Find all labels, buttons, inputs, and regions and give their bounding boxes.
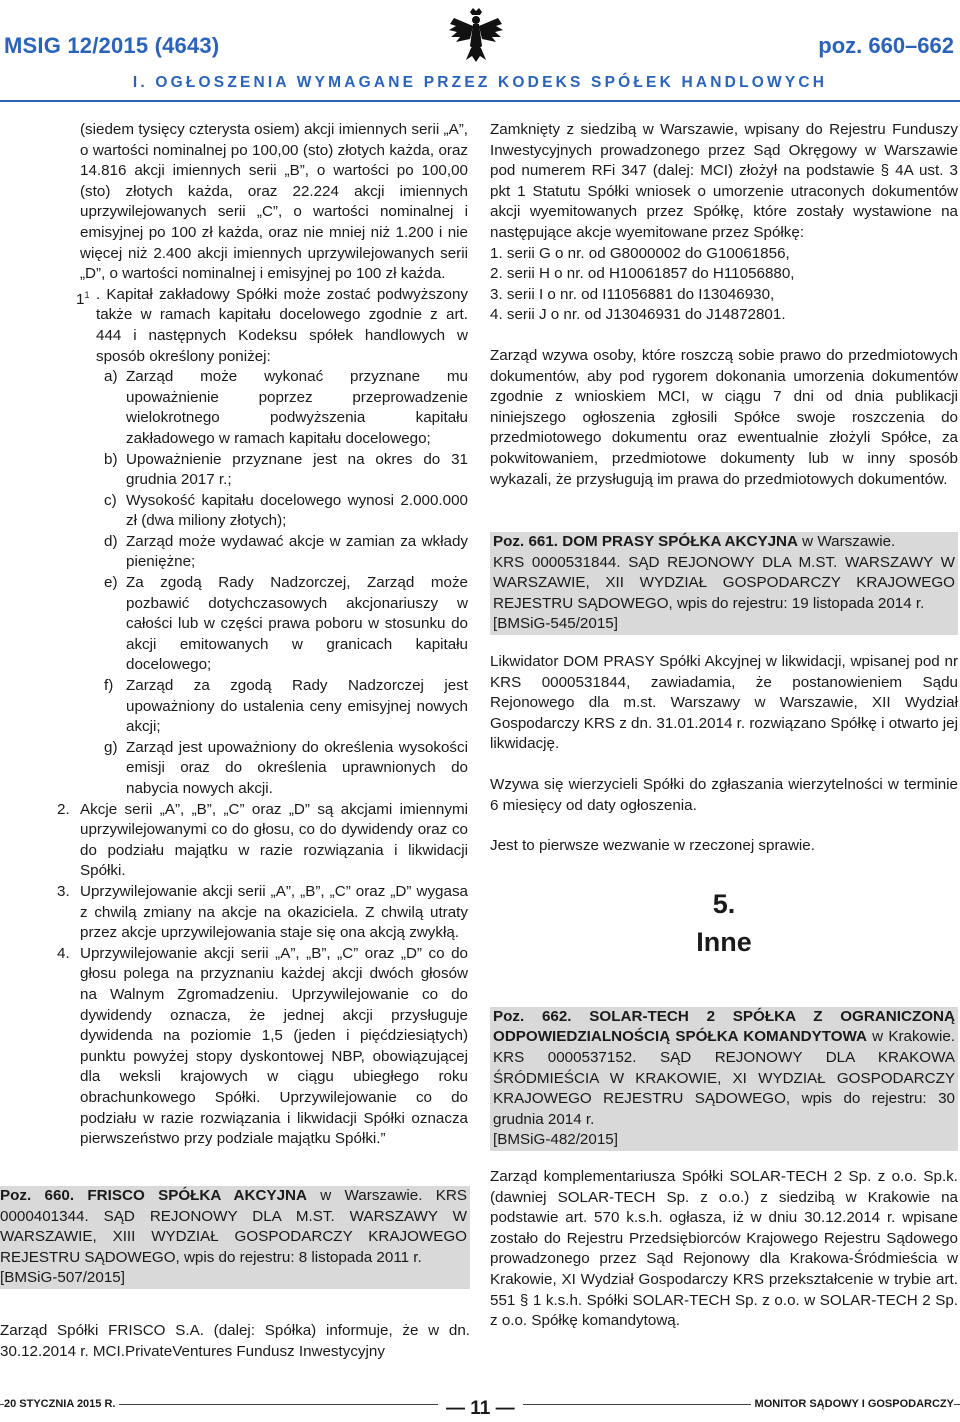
notice-660 [0,1186,470,1378]
statute-intro: (siedem tysięcy czterysta osiem) akcji imiennych serii „A”, o wartości nominalnej po 100,00 (sto) złotych każda, oraz 14.816 akcji imiennych serii „B”, o wartości po 100,00 (sto) złotych każda, oraz 22.224 akcji imiennych uprzywilejowanych serii „C”, o wartości nominalnej i emisyjnej po 100 zł każda, oraz nie mniej niż 1.200 i nie więcej niż 2.400 akcji imiennych uprzywilejowanych serii „D”, o wartości nominalnej i emisyjnej po 100 zł każda. [80,121,468,283]
list-item: b) Upoważnienie przyznane jest na okres do 31 grudnia 2017 r.; [104,450,468,489]
section-title: I. OGŁOSZENIA WYMAGANE PRZEZ KODEKS SPÓŁEK HANDLOWYCH [132,74,828,91]
list-item: e) Za zgodą Rady Nadzorczej, Zarząd może pozbawić dotychczasowych akcjonariuszy w całości lub w części prawa poboru w stosunku do akcji emitowanych w granicach kapitału docelowego; [104,574,468,674]
list-item: 1. serii G o nr. od G8000002 do G10061856, [490,244,790,262]
list-item: 3. serii I o nr. od I11056881 do I13046930, [490,285,775,303]
authorization-list [80,367,468,799]
list-item: f) Zarząd za zgodą Rady Nadzorczej jest upoważniony do ustalenia ceny emisyjnej nowych akcji; [104,677,468,736]
list-item: a) Zarząd może wykonać przyznane mu upoważnienie poprzez przeprowadzenie wielokrotnego podwyższenia kapitału zakładowego w ramach kapitału docelowego; [104,368,468,447]
statute-paragraph-1-1: $1^1$ . Kapitał zakładowy Spółki może zostać podwyższony także w ramach kapitału docelowego zgodnie z art. 444 i następnych Kodeksu spółek handlowych w sposób określony poniżej: [76,285,468,365]
list-item: c) Wysokość kapitału docelowego wynosi 2.000.000 zł (dwa miliony złotych); [104,491,468,530]
notice-header: Poz. 660. FRISCO SPÓŁKA AKCYJNA w Warszawie. KRS 0000401344. SĄD REJONOWY DLA M.ST. WARSZAWY W WARSZAWIE, XIII WYDZIAŁ GOSPODARCZY KRAJOWEGO REJESTRU SĄDOWEGO, wpis do rejestru: 8 listopada 2011 r. [BMSiG-507/2015] [0,1186,470,1289]
notice-header: Poz. 661. DOM PRASY SPÓŁKA AKCYJNA w Warszawie. KRS 0000531844. SĄD REJONOWY DLA M.ST. WARSZAWY W WARSZAWIE, XII WYDZIAŁ GOSPODARCZY KRAJOWEGO REJESTRU SĄDOWEGO, wpis do rejestru: 19 listopada 2014 r. [BMSiG-545/2015] [490,532,958,635]
list-item: 3. Uprzywilejowanie akcji serii „A”, „B”, „C” oraz „D” wygasa z chwilą zmiany na akcje na okaziciela. Z chwilą utraty przez akcje uprzywilejowania staje się ona akcją zwykłą. [57,882,468,942]
notice-header: Poz. 662. SOLAR-TECH 2 SPÓŁKA Z OGRANICZONĄ ODPOWIEDZIALNOŚCIĄ SPÓŁKA KOMANDYTOWA w Krakowie. KRS 0000537152. SĄD REJONOWY DLA KRAKOWA ŚRÓDMIEŚCIA W KRAKOWIE, XI WYDZIAŁ GOSPODARCZY KRAJOWEGO REJESTRU SĄDOWEGO, wpis do rejestru: 30 grudnia 2014 r. [BMSiG-482/2015] [490,1007,958,1151]
category-title: Inne [696,926,752,957]
notice-661 [490,532,958,857]
notice-662 [490,1007,958,1332]
notice-body: Zarząd Spółki FRISCO S.A. (dalej: Spółka) informuje, że w dn. 30.12.2014 r. MCI.PrivateVentures Fundusz Inwestycyjny [0,1322,470,1360]
statute-points [57,800,468,1150]
left-column [57,120,468,1150]
right-column [490,120,958,1332]
header-divider [0,100,960,102]
list-item: 2. serii H o nr. od H10061857 do H11056880, [490,265,795,283]
list-item: g) Zarząd jest upoważniony do określenia wysokości emisji oraz do określenia uprawnionych do nabycia nowych akcji. [104,738,468,797]
list-item: 4. Uprzywilejowanie akcji serii „A”, „B”, „C” oraz „D” co do głosu polega na przyznaniu każdej akcji dwóch głosów na Walnym Zgromadzeniu. Uprzywilejowanie co do dywidendy oznacza, że jednej akcji przysługuje dywidenda na poziomie 1,5 (jeden i pięćdziesiątych) punktu powyżej stopy dyskontowej NBP, obowiązującej dla weksli krajowych w ciągu ubiegłego roku obrachunkowego Spółki. Uprzywilejowanie co do podziału w razie rozwiązania i likwidacji Spółki oznacza pierwszeństwo przy podziale majątku Spółki.” [57,944,468,1148]
issue-number: MSIG 12/2015 (4643) [4,33,220,58]
page-number: — 11 — [438,1398,523,1420]
category-number: 5. [712,888,736,919]
polish-eagle-emblem-icon [446,6,506,66]
list-item: d) Zarząd może wydawać akcje w zamian za wkłady pieniężne; [104,532,468,571]
series-list [490,244,958,326]
claims-call: Zarząd wzywa osoby, które roszczą sobie prawo do przedmiotowych dokumentów, aby pod rygorem dokonania umorzenia dokumentów zgodnie z wnioskiem MCI, w ciągu 7 dni od dnia publikacji niniejszego ogłoszenia zgłosili Spółce swoje roszczenia do przedmiotowego dokumentu oraz ewentualnie złożyli Spółce, za pokwitowaniem, przedmiotowe dokumenty lub w inny sposób wykazali, że przysługują im prawa do przedmiotowych dokumentów. [490,346,958,488]
position-range: poz. 660–662 [818,33,954,58]
notice-body: Likwidator DOM PRASY Spółki Akcyjnej w likwidacji, wpisanej pod nr KRS 0000531844, zawiadamia, że postanowieniem Sądu Rejonowego dla m.st. Warszawy w Warszawie, XII Wydział Gospodarczy KRS z dn. 31.01.2014 r. rozwiązano Spółkę i otwarto jej likwidację. [490,653,958,753]
publication-name: MONITOR SĄDOWY I GOSPODARCZY [751,1398,954,1410]
notice-body: Wzywa się wierzycieli Spółki do zgłaszania wierzytelności w terminie 6 miesięcy od daty ogłoszenia. [490,776,958,814]
notice-660-continuation: Zamknięty z siedzibą w Warszawie, wpisany do Rejestru Funduszy Inwestycyjnych prowadzonego przez Sąd Okręgowy w Warszawie pod numerem RFi 347 (dalej: MCI) złożył na podstawie § 4A ust. 3 pkt 1 Statutu Spółki wniosek o umorzenie utraconych dokumentów akcji wyemitowanych przez Spółkę, które zostały wystawione na następujące akcje wyemitowane przez Spółkę: [490,121,958,241]
list-item: 4. serii J o nr. od J13046931 do J14872801. [490,306,786,324]
notice-body: Jest to pierwsze wezwanie w rzeczonej sprawie. [490,837,815,855]
list-item: 2. Akcje serii „A”, „B”, „C” oraz „D” są akcjami imiennymi uprzywilejowanymi co do głosu, co do dywidendy oraz co do podziału majątku w razie rozwiązania i likwidacji Spółki. [57,800,468,880]
issue-date: 20 STYCZNIA 2015 R. [4,1398,119,1410]
notice-body: Zarząd komplementariusza Spółki SOLAR-TECH 2 Sp. z o.o. Sp.k. (dawniej SOLAR-TECH Sp. z o.o.) z siedzibą w Krakowie na podstawie art. 570 k.s.h. ogłasza, iż w dniu 30.12.2014 r. wpisane zostało do Rejestru Przedsiębiorców Krajowego Rejestru Sądowego prowadzonego przez Sąd Rejonowy dla Krakowa-Śródmieścia w Krakowie, XI Wydział Gospodarczy KRS przekształcenie w trybie art. 551 § 1 k.s.h. Spółki SOLAR-TECH Sp. z o.o. w SOLAR-TECH 2 Sp. z o.o. Spółkę komandytową. [490,1167,958,1330]
